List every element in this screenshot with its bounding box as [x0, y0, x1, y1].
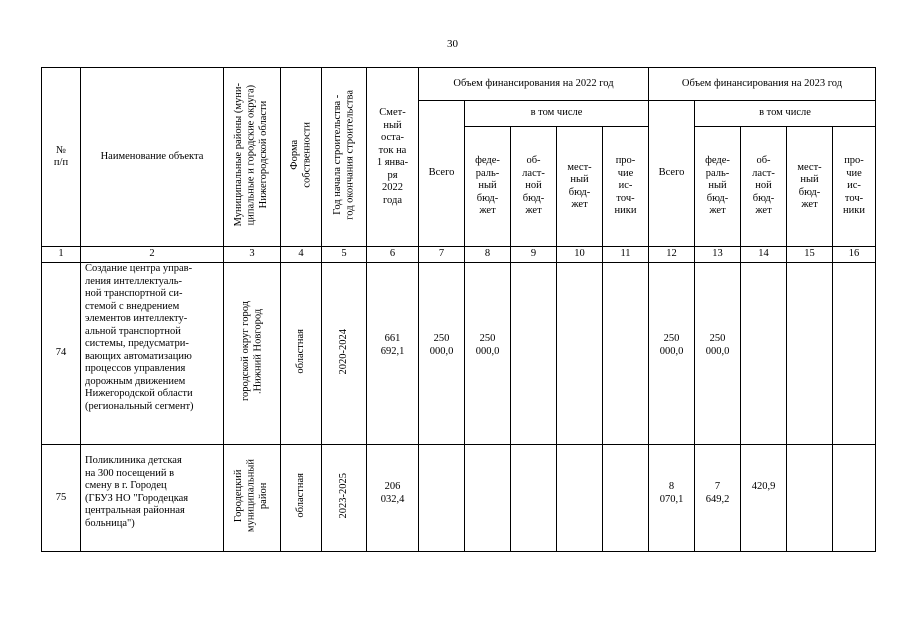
row-other-2023: [833, 263, 876, 445]
row-federal-2022: 250 000,0: [465, 263, 511, 445]
row-regional-2023: [741, 263, 787, 445]
col-number: 4: [281, 247, 322, 263]
col-number: 8: [465, 247, 511, 263]
header-federal-2022: феде- раль- ный бюд- жет: [465, 127, 511, 247]
header-regional-2022: об- ласт- ной бюд- жет: [511, 127, 557, 247]
row-ownership: областная: [294, 473, 306, 519]
row-regional-2022: [511, 445, 557, 552]
row-local-2023: [787, 263, 833, 445]
row-other-2022: [603, 263, 649, 445]
col-number: 13: [695, 247, 741, 263]
header-local-2023: мест- ный бюд- жет: [787, 127, 833, 247]
col-number: 3: [224, 247, 281, 263]
header-total-2023: Всего: [649, 101, 695, 247]
table-row: [42, 445, 876, 552]
header-ownership-cell: [281, 68, 322, 247]
row-federal-2023: 7 649,2: [695, 445, 741, 552]
column-number-row: [42, 247, 876, 263]
row-other-2022: [603, 445, 649, 552]
header-row-1: [42, 68, 876, 101]
row-total-2023: 8 070,1: [649, 445, 695, 552]
row-total-2022: 250 000,0: [419, 263, 465, 445]
table-row: [42, 263, 876, 445]
header-num: № п/п: [42, 68, 81, 247]
col-number: 1: [42, 247, 81, 263]
page-number: 30: [447, 38, 458, 50]
header-total-2022: Всего: [419, 101, 465, 247]
financing-table: [41, 67, 876, 552]
col-number: 14: [741, 247, 787, 263]
header-including-2023: в том числе: [695, 101, 876, 127]
header-regional-2023: об- ласт- ной бюд- жет: [741, 127, 787, 247]
row-district: Городецкий муниципальный район: [233, 459, 270, 533]
row-estimate: 206 032,4: [367, 445, 419, 552]
row-federal-2022: [465, 445, 511, 552]
col-number: 6: [367, 247, 419, 263]
row-district: городской округ город .Нижний Новгород: [239, 301, 263, 402]
header-district-cell: [224, 68, 281, 247]
row-other-2023: [833, 445, 876, 552]
header-other-2023: про- чие ис- точ- ники: [833, 127, 876, 247]
row-federal-2023: 250 000,0: [695, 263, 741, 445]
col-number: 12: [649, 247, 695, 263]
row-ownership-cell: [281, 445, 322, 552]
row-total-2023: 250 000,0: [649, 263, 695, 445]
header-including-2022: в том числе: [465, 101, 649, 127]
col-number: 9: [511, 247, 557, 263]
col-number: 7: [419, 247, 465, 263]
header-fin-2023: Объем финансирования на 2023 год: [649, 68, 876, 101]
row-num: 75: [42, 445, 81, 552]
header-years-cell: [322, 68, 367, 247]
row-regional-2023: 420,9: [741, 445, 787, 552]
header-federal-2023: феде- раль- ный бюд- жет: [695, 127, 741, 247]
row-ownership-cell: [281, 263, 322, 445]
row-total-2022: [419, 445, 465, 552]
row-years: 2023-2025: [337, 473, 349, 519]
row-years: 2020-2024: [337, 328, 349, 374]
header-local-2022: мест- ный бюд- жет: [557, 127, 603, 247]
header-years: Год начала строительства - год окончания строительства: [331, 89, 355, 220]
header-district: Муниципальные районы (муни- ципальные и городские округа) Нижегородской области: [233, 83, 270, 227]
row-estimate: 661 692,1: [367, 263, 419, 445]
row-name: Поликлиника детская на 300 посещений в смену в г. Городец (ГБУЗ НО "Городецкая центральная районная больница"): [81, 445, 224, 552]
header-other-2022: про- чие ис- точ- ники: [603, 127, 649, 247]
header-name: Наименование объекта: [81, 68, 224, 247]
header-ownership: Форма собственности: [288, 121, 312, 188]
row-district-cell: [224, 445, 281, 552]
col-number: 16: [833, 247, 876, 263]
row-ownership: областная: [294, 328, 306, 374]
row-local-2023: [787, 445, 833, 552]
row-local-2022: [557, 263, 603, 445]
col-number: 11: [603, 247, 649, 263]
row-local-2022: [557, 445, 603, 552]
col-number: 2: [81, 247, 224, 263]
row-years-cell: [322, 445, 367, 552]
header-estimate: Смет- ный оста- ток на 1 янва- ря 2022 года: [367, 68, 419, 247]
row-district-cell: [224, 263, 281, 445]
col-number: 5: [322, 247, 367, 263]
row-name: Создание центра управ- ления интеллектуаль- ной транспортной си- стемой с внедрением элементов интеллекту- альной транспортной системы, предусматри- вающих автоматизацию процессов управления дорожным движением Нижегородской области (региональный сегмент): [81, 263, 224, 445]
col-number: 15: [787, 247, 833, 263]
col-number: 10: [557, 247, 603, 263]
row-years-cell: [322, 263, 367, 445]
row-num: 74: [42, 263, 81, 445]
row-regional-2022: [511, 263, 557, 445]
header-fin-2022: Объем финансирования на 2022 год: [419, 68, 649, 101]
